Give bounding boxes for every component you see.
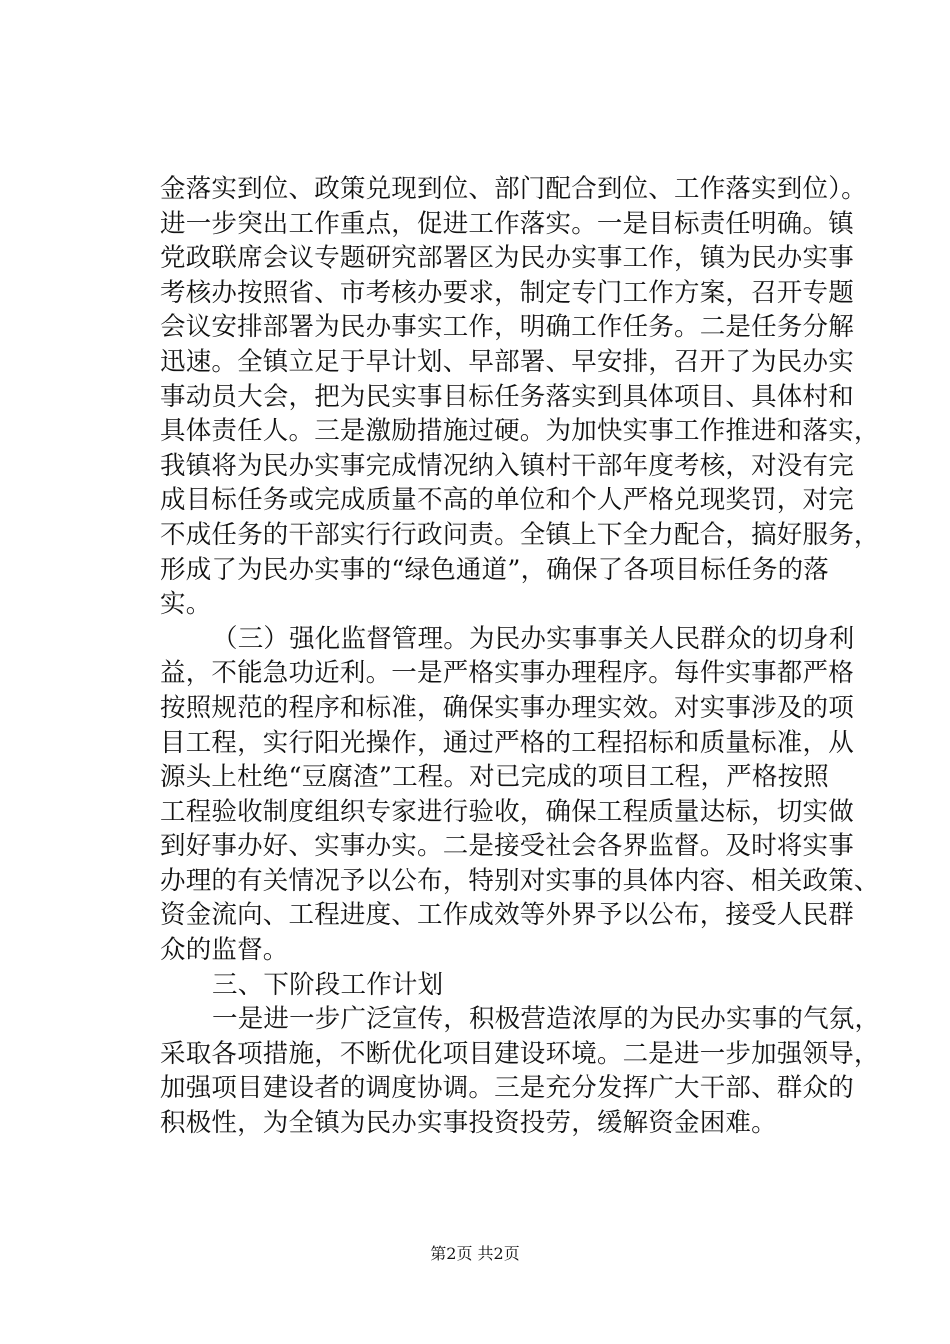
text-line: 会议安排部署为民办事实工作，明确工作任务。二是任务分解 [160,312,854,343]
text-line: 目工程，实行阳光操作，通过严格的工程招标和质量标准，从 [160,727,854,758]
page-number: 第2页 共2页 [430,1244,520,1263]
text-line: 到好事办好、实事办实。二是接受社会各界监督。及时将实事 [160,831,854,862]
document-body [160,172,881,1141]
text-line: 形成了为民办实事的“绿色通道”，确保了各项目标任务的落 [160,554,829,585]
text-line: 益，不能急功近利。一是严格实事办理程序。每件实事都严格 [160,658,854,689]
text-line: 加强项目建设者的调度协调。三是充分发挥广大干部、群众的 [160,1073,854,1104]
text-line: 我镇将为民办实事完成情况纳入镇村干部年度考核，对没有完 [160,450,854,481]
text-line: 进一步突出工作重点，促进工作落实。一是目标责任明确。镇 [160,208,854,239]
paragraph-start-line: 一是进一步广泛宣传，积极营造浓厚的为民办实事的气氛， [212,1004,881,1035]
text-line: 考核办按照省、市考核办要求，制定专门工作方案，召开专题 [160,277,854,308]
text-line: 采取各项措施，不断优化项目建设环境。二是进一步加强领导， [160,1038,880,1069]
text-line: 积极性，为全镇为民办实事投资投劳，缓解资金困难。 [160,1108,777,1139]
text-line: 工程验收制度组织专家进行验收，确保工程质量达标，切实做 [160,796,854,827]
paragraph-start-line: （三）强化监督管理。为民办实事事关人民群众的切身利 [212,623,855,654]
text-line: 具体责任人。三是激励措施过硬。为加快实事工作推进和落实， [160,416,880,447]
text-line: 实。 [160,589,212,620]
text-line: 成目标任务或完成质量不高的单位和个人严格兑现奖罚，对完 [160,485,854,516]
text-line: 按照规范的程序和标准，确保实事办理实效。对实事涉及的项 [160,692,854,723]
text-line: 办理的有关情况予以公布，特别对实事的具体内容、相关政策、 [160,865,880,896]
page-footer [0,1243,950,1265]
text-line: 资金流向、工程进度、工作成效等外界予以公布，接受人民群 [160,900,854,931]
text-line: 党政联席会议专题研究部署区为民办实事工作，镇为民办实事 [160,243,854,274]
text-line: 金落实到位、政策兑现到位、部门配合到位、工作落实到位）。 [160,174,867,204]
text-line: 源头上杜绝“豆腐渣”工程。对已完成的项目工程，严格按照 [160,762,829,793]
section-heading: 三、下阶段工作计划 [212,969,444,1000]
text-line: 不成任务的干部实行行政问责。全镇上下全力配合，搞好服务， [160,519,880,550]
text-line: 众的监督。 [160,935,289,966]
text-line: 迅速。全镇立足于早计划、早部署、早安排，召开了为民办实 [160,346,854,377]
text-line: 事动员大会，把为民实事目标任务落实到具体项目、具体村和 [160,381,854,412]
